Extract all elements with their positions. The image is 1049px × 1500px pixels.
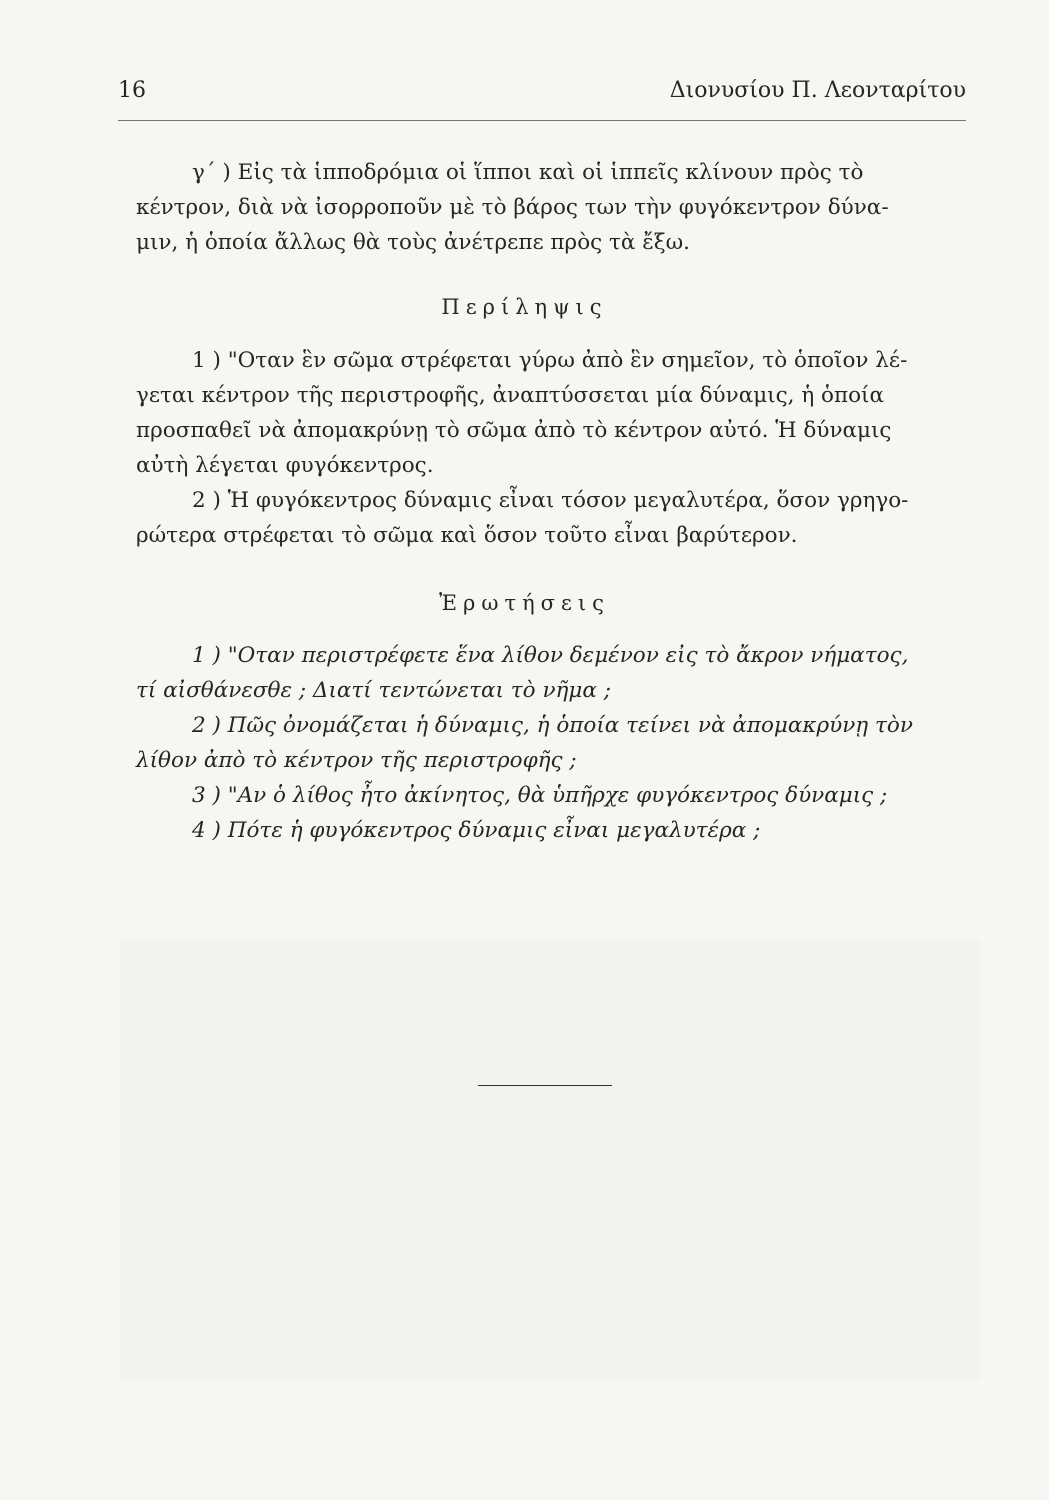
running-head: Διονυσίου Π. Λεονταρίτου [669,78,966,103]
intro-line-3: μιν, ἡ ὁποία ἄλλως θὰ τοὺς ἀνέτρεπε πρὸς τὰ ἔξω. [136,230,691,255]
questions-section [136,638,964,848]
question-1-line-2: τί αἰσθάνεσθε ; Διατί τεντώνεται τὸ νῆμα ; [136,678,611,703]
summary-item-1-line-3: προσπαθεῖ νὰ ἀπομακρύνῃ τὸ σῶμα ἀπὸ τὸ κέντρον αὐτό. Ἡ δύναμις [136,418,892,443]
question-4: 4 ) Πότε ἡ φυγόκεντρος δύναμις εἶναι μεγαλυτέρα ; [192,818,761,843]
summary-heading: Περίληψις [441,295,608,319]
question-2-line-1: 2 ) Πῶς ὀνομάζεται ἡ δύναμις, ἡ ὁποία τείνει νὰ ἀπομακρύνῃ τὸν [192,713,913,738]
section-separator [478,1085,612,1086]
summary-item-2-line-2: ρώτερα στρέφεται τὸ σῶμα καὶ ὅσον τοῦτο εἶναι βαρύτερον. [136,523,798,548]
intro-line-2: κέντρον, διὰ νὰ ἰσορροποῦν μὲ τὸ βάρος των τὴν φυγόκεντρον δύνα- [136,195,889,220]
intro-line-1: γ΄ ) Εἰς τὰ ἱπποδρόμια οἱ ἵπποι καὶ οἱ ἱππεῖς κλίνουν πρὸς τὸ [192,160,864,185]
summary-section [136,343,964,553]
intro-paragraph [136,155,964,260]
question-3: 3 ) "Αν ὁ λίθος ἦτο ἀκίνητος, θὰ ὑπῆρχε φυγόκεντρος δύναμις ; [192,783,888,808]
header-rule [118,120,966,121]
page-number: 16 [118,78,146,103]
summary-item-1-line-1: 1 ) "Οταν ἓν σῶμα στρέφεται γύρω ἀπὸ ἓν σημεῖον, τὸ ὁποῖον λέ- [192,348,908,373]
question-2-line-2: λίθον ἀπὸ τὸ κέντρον τῆς περιστροφῆς ; [136,748,577,773]
summary-item-1-line-2: γεται κέντρον τῆς περιστροφῆς, ἀναπτύσσεται μία δύναμις, ἡ ὁποία [136,383,885,408]
questions-heading: Ἐρωτήσεις [439,591,610,615]
page-header [118,76,966,106]
summary-item-2-line-1: 2 ) Ἡ φυγόκεντρος δύναμις εἶναι τόσον μεγαλυτέρα, ὅσον γρηγο- [192,488,909,513]
summary-item-1-line-4: αὐτὴ λέγεται φυγόκεντρος. [136,453,434,478]
question-1-line-1: 1 ) "Οταν περιστρέφετε ἕνα λίθον δεμένον εἰς τὸ ἄκρον νήματος, [192,643,909,668]
